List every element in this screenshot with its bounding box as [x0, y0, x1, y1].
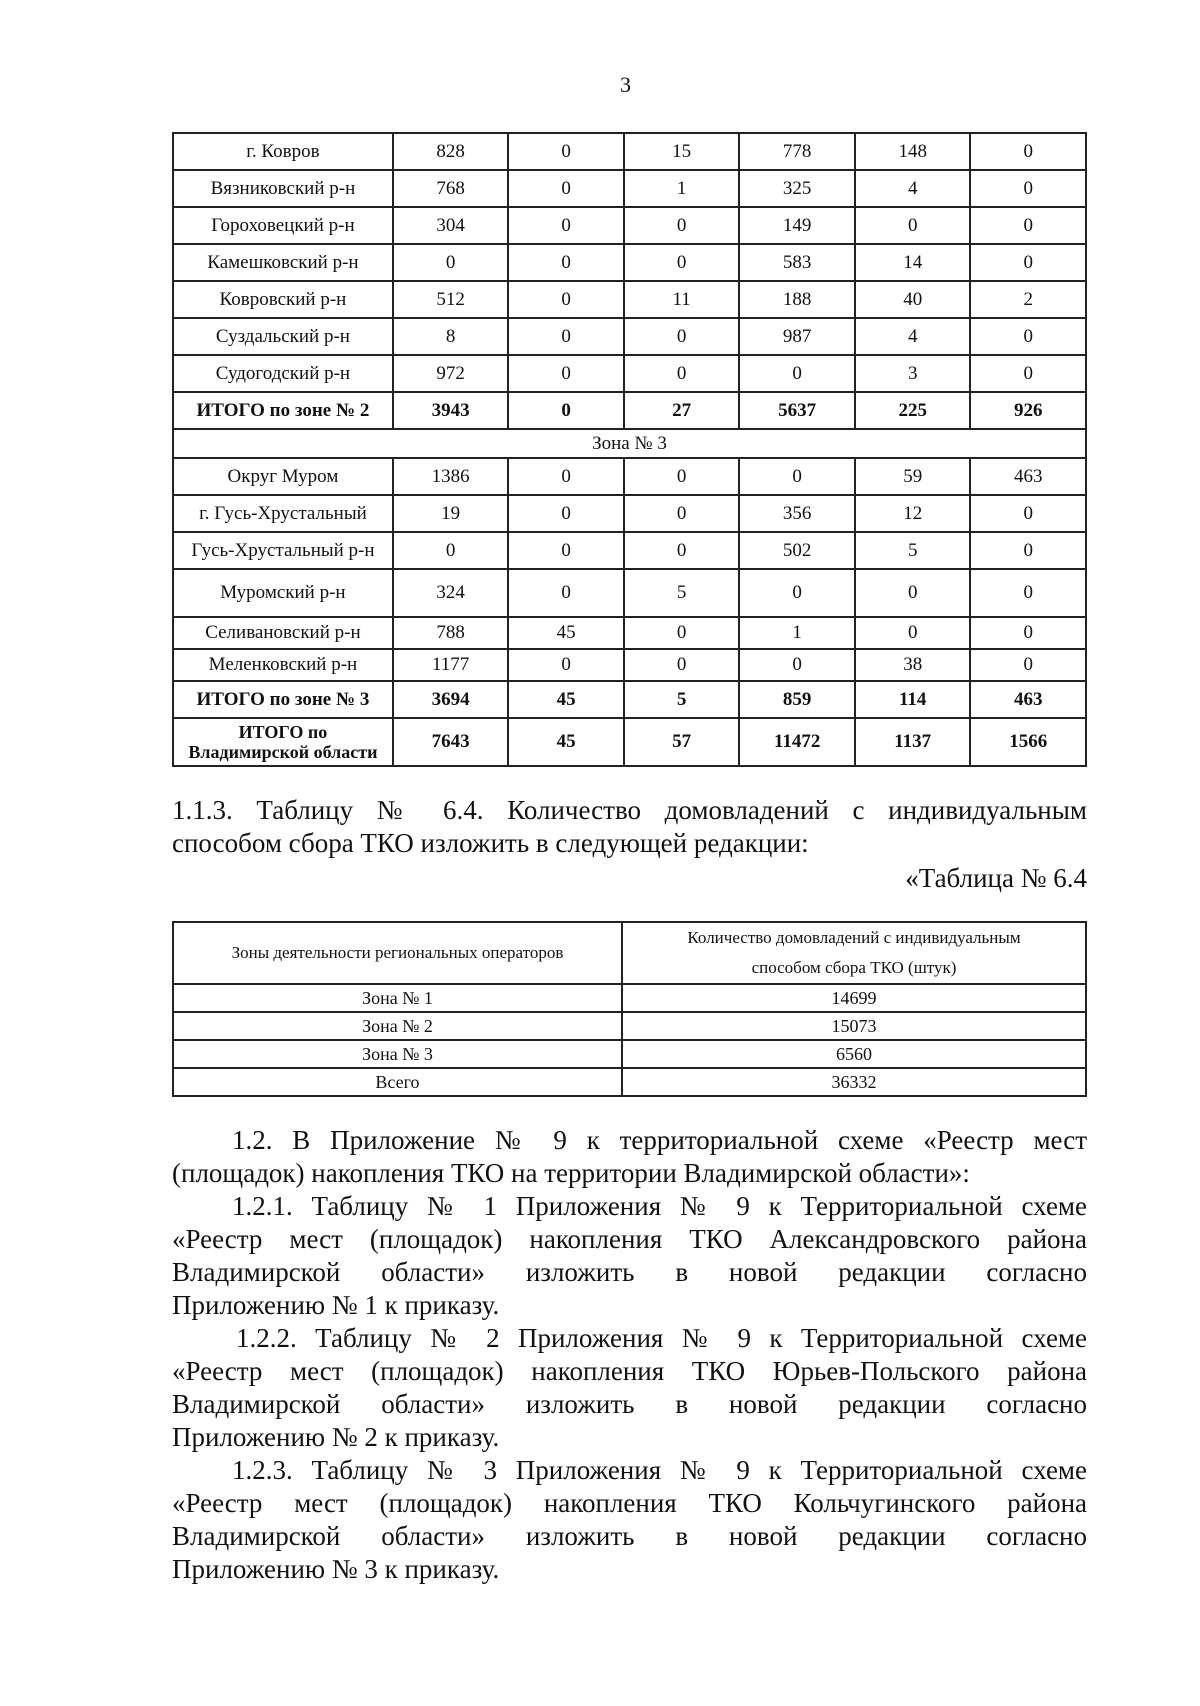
value-cell: 4: [855, 318, 971, 355]
value-cell: 5: [624, 681, 740, 718]
district-name-cell: Гусь-Хрустальный р-н: [173, 532, 393, 569]
households-table: [172, 921, 1087, 1097]
value-cell: 463: [970, 681, 1086, 718]
value-cell: 1177: [393, 649, 509, 681]
table-row: [173, 355, 1086, 392]
value-cell: 45: [508, 681, 624, 718]
page-number: 3: [620, 72, 631, 97]
paragraph-line: «Реестр мест (площадок) накопления ТКО Александровского района: [172, 1224, 1087, 1254]
paragraph-line: Владимирской области» изложить в новой редакции согласно: [172, 1521, 1087, 1551]
value-cell: 0: [393, 532, 509, 569]
paragraph-line: Владимирской области» изложить в новой редакции согласно: [172, 1257, 1087, 1287]
value-cell: 768: [393, 170, 509, 207]
value-cell: 0: [508, 495, 624, 532]
paragraph-line: «Реестр мест (площадок) накопления ТКО Юрьев-Польского района: [172, 1356, 1087, 1386]
waste-table: [172, 132, 1087, 767]
value-cell: 1137: [855, 718, 971, 766]
district-name-cell: Меленковский р-н: [173, 649, 393, 681]
zone-total-row: [173, 681, 1086, 718]
value-cell: 0: [624, 318, 740, 355]
paragraph-1-2-1: [172, 1190, 1087, 1322]
value-cell: 0: [508, 569, 624, 617]
value-cell: 1566: [970, 718, 1086, 766]
value-cell: 0: [624, 617, 740, 649]
value-cell: 0: [508, 207, 624, 244]
value-cell: 0: [855, 569, 971, 617]
value-cell: 926: [970, 392, 1086, 429]
value-cell: 0: [970, 318, 1086, 355]
value-cell: 38: [855, 649, 971, 681]
header-count-line2: способом сбора ТКО (штук): [751, 958, 957, 977]
value-cell: 45: [508, 718, 624, 766]
value-cell: 859: [739, 681, 855, 718]
district-name-cell: Муромский р-н: [173, 569, 393, 617]
paragraph-line: Владимирской области» изложить в новой редакции согласно: [172, 1389, 1087, 1419]
grand-total-row: [173, 718, 1086, 766]
table-header-row: [173, 922, 1086, 984]
paragraph-1-2-2: [172, 1322, 1087, 1454]
value-cell: 0: [739, 569, 855, 617]
value-cell: 324: [393, 569, 509, 617]
count-cell: 36332: [622, 1068, 1086, 1096]
table-row: [173, 133, 1086, 170]
zone-header-row: [173, 429, 1086, 458]
value-cell: 0: [970, 649, 1086, 681]
zone-header: Зона № 3: [173, 429, 1086, 458]
value-cell: 0: [508, 281, 624, 318]
value-cell: 0: [970, 569, 1086, 617]
value-cell: 114: [855, 681, 971, 718]
value-cell: 0: [970, 244, 1086, 281]
value-cell: 0: [970, 355, 1086, 392]
value-cell: 0: [855, 207, 971, 244]
value-cell: 7643: [393, 718, 509, 766]
paragraph-line: Приложению № 1 к приказу.: [172, 1290, 500, 1320]
header-count-line1: Количество домовладений с индивидуальным: [687, 928, 1021, 947]
value-cell: 1: [624, 170, 740, 207]
zone-cell: Зона № 1: [173, 984, 622, 1012]
value-cell: 5: [855, 532, 971, 569]
table-row: [173, 1012, 1086, 1040]
value-cell: 0: [508, 170, 624, 207]
value-cell: 0: [624, 207, 740, 244]
value-cell: 0: [970, 133, 1086, 170]
table-row: [173, 532, 1086, 569]
district-name-cell: Селивановский р-н: [173, 617, 393, 649]
value-cell: 3: [855, 355, 971, 392]
value-cell: 0: [393, 244, 509, 281]
value-cell: 0: [508, 532, 624, 569]
value-cell: 188: [739, 281, 855, 318]
value-cell: 788: [393, 617, 509, 649]
value-cell: 0: [739, 649, 855, 681]
value-cell: 356: [739, 495, 855, 532]
paragraph-line: 1.2.3. Таблицу № 3 Приложения № 9 к Территориальной схеме: [232, 1455, 1087, 1485]
value-cell: 0: [508, 133, 624, 170]
value-cell: 27: [624, 392, 740, 429]
district-name-cell: Округ Муром: [173, 458, 393, 495]
value-cell: 0: [508, 244, 624, 281]
district-name-cell: [173, 718, 393, 766]
district-name-cell: Камешковский р-н: [173, 244, 393, 281]
value-cell: 57: [624, 718, 740, 766]
paragraph-line: (площадок) накопления ТКО на территории Владимирской области»:: [172, 1158, 970, 1188]
table-row: [173, 984, 1086, 1012]
value-cell: 45: [508, 617, 624, 649]
value-cell: 149: [739, 207, 855, 244]
grand-total-label-line2: Владимирской области: [188, 742, 378, 762]
value-cell: 0: [855, 617, 971, 649]
value-cell: 0: [739, 355, 855, 392]
table-row: [173, 617, 1086, 649]
value-cell: 3694: [393, 681, 509, 718]
zone-total-row: [173, 392, 1086, 429]
value-cell: 4: [855, 170, 971, 207]
table-caption: «Таблица № 6.4: [905, 863, 1087, 893]
district-name-cell: Гороховецкий р-н: [173, 207, 393, 244]
value-cell: 0: [970, 617, 1086, 649]
value-cell: 0: [508, 392, 624, 429]
value-cell: 14: [855, 244, 971, 281]
value-cell: 40: [855, 281, 971, 318]
paragraph-line: 1.2.1. Таблицу № 1 Приложения № 9 к Территориальной схеме: [232, 1191, 1087, 1221]
value-cell: 1: [739, 617, 855, 649]
value-cell: 463: [970, 458, 1086, 495]
paragraph-1-2: [172, 1124, 1087, 1190]
value-cell: 0: [970, 495, 1086, 532]
count-cell: 14699: [622, 984, 1086, 1012]
district-name-cell: Ковровский р-н: [173, 281, 393, 318]
district-name-cell: ИТОГО по зоне № 2: [173, 392, 393, 429]
header-zones: Зоны деятельности региональных операторов: [173, 922, 622, 984]
district-name-cell: г. Гусь-Хрустальный: [173, 495, 393, 532]
value-cell: 0: [739, 458, 855, 495]
header-count: [622, 922, 1086, 984]
value-cell: 512: [393, 281, 509, 318]
value-cell: 2: [970, 281, 1086, 318]
value-cell: 0: [508, 649, 624, 681]
table-row: [173, 569, 1086, 617]
district-name-cell: Судогодский р-н: [173, 355, 393, 392]
paragraph-1-1-3-line2: способом сбора ТКО изложить в следующей редакции:: [172, 828, 809, 858]
table-row: [173, 458, 1086, 495]
value-cell: 0: [624, 532, 740, 569]
zone-cell: Зона № 3: [173, 1040, 622, 1068]
paragraph-line: Приложению № 3 к приказу.: [172, 1554, 500, 1584]
table-row: [173, 281, 1086, 318]
value-cell: 19: [393, 495, 509, 532]
paragraph-1-2-3: [172, 1454, 1087, 1586]
value-cell: 0: [970, 532, 1086, 569]
value-cell: 828: [393, 133, 509, 170]
table-row: [173, 318, 1086, 355]
count-cell: 15073: [622, 1012, 1086, 1040]
grand-total-label-line1: ИТОГО по: [238, 722, 328, 742]
table-row: [173, 244, 1086, 281]
value-cell: 5: [624, 569, 740, 617]
count-cell: 6560: [622, 1040, 1086, 1068]
value-cell: 0: [970, 170, 1086, 207]
district-name-cell: ИТОГО по зоне № 3: [173, 681, 393, 718]
value-cell: 502: [739, 532, 855, 569]
value-cell: 304: [393, 207, 509, 244]
zone-cell: Всего: [173, 1068, 622, 1096]
paragraph-line: 1.2.2. Таблицу № 2 Приложения № 9 к Территориальной схеме: [236, 1323, 1087, 1353]
value-cell: 972: [393, 355, 509, 392]
value-cell: 12: [855, 495, 971, 532]
district-name-cell: Суздальский р-н: [173, 318, 393, 355]
value-cell: 0: [624, 244, 740, 281]
paragraph-line: Приложению № 2 к приказу.: [172, 1422, 500, 1452]
table-row: [173, 649, 1086, 681]
value-cell: 0: [624, 458, 740, 495]
value-cell: 3943: [393, 392, 509, 429]
value-cell: 59: [855, 458, 971, 495]
value-cell: 8: [393, 318, 509, 355]
table-row: [173, 1040, 1086, 1068]
district-name-cell: Вязниковский р-н: [173, 170, 393, 207]
value-cell: 11: [624, 281, 740, 318]
value-cell: 0: [624, 649, 740, 681]
table-row: [173, 207, 1086, 244]
value-cell: 0: [508, 355, 624, 392]
value-cell: 15: [624, 133, 740, 170]
table-row-total: [173, 1068, 1086, 1096]
value-cell: 0: [508, 458, 624, 495]
value-cell: 778: [739, 133, 855, 170]
value-cell: 0: [508, 318, 624, 355]
value-cell: 1386: [393, 458, 509, 495]
table-row: [173, 170, 1086, 207]
paragraph-1-1-3-line1: 1.1.3. Таблицу № 6.4. Количество домовладений с индивидуальным: [172, 795, 1087, 825]
district-name-cell: г. Ковров: [173, 133, 393, 170]
value-cell: 5637: [739, 392, 855, 429]
value-cell: 225: [855, 392, 971, 429]
value-cell: 583: [739, 244, 855, 281]
value-cell: 325: [739, 170, 855, 207]
value-cell: 11472: [739, 718, 855, 766]
table-row: [173, 495, 1086, 532]
value-cell: 0: [970, 207, 1086, 244]
value-cell: 0: [624, 355, 740, 392]
zone-cell: Зона № 2: [173, 1012, 622, 1040]
value-cell: 148: [855, 133, 971, 170]
value-cell: 987: [739, 318, 855, 355]
paragraph-line: 1.2. В Приложение № 9 к территориальной схеме «Реестр мест: [232, 1125, 1087, 1155]
value-cell: 0: [624, 495, 740, 532]
paragraph-line: «Реестр мест (площадок) накопления ТКО Кольчугинского района: [172, 1488, 1087, 1518]
